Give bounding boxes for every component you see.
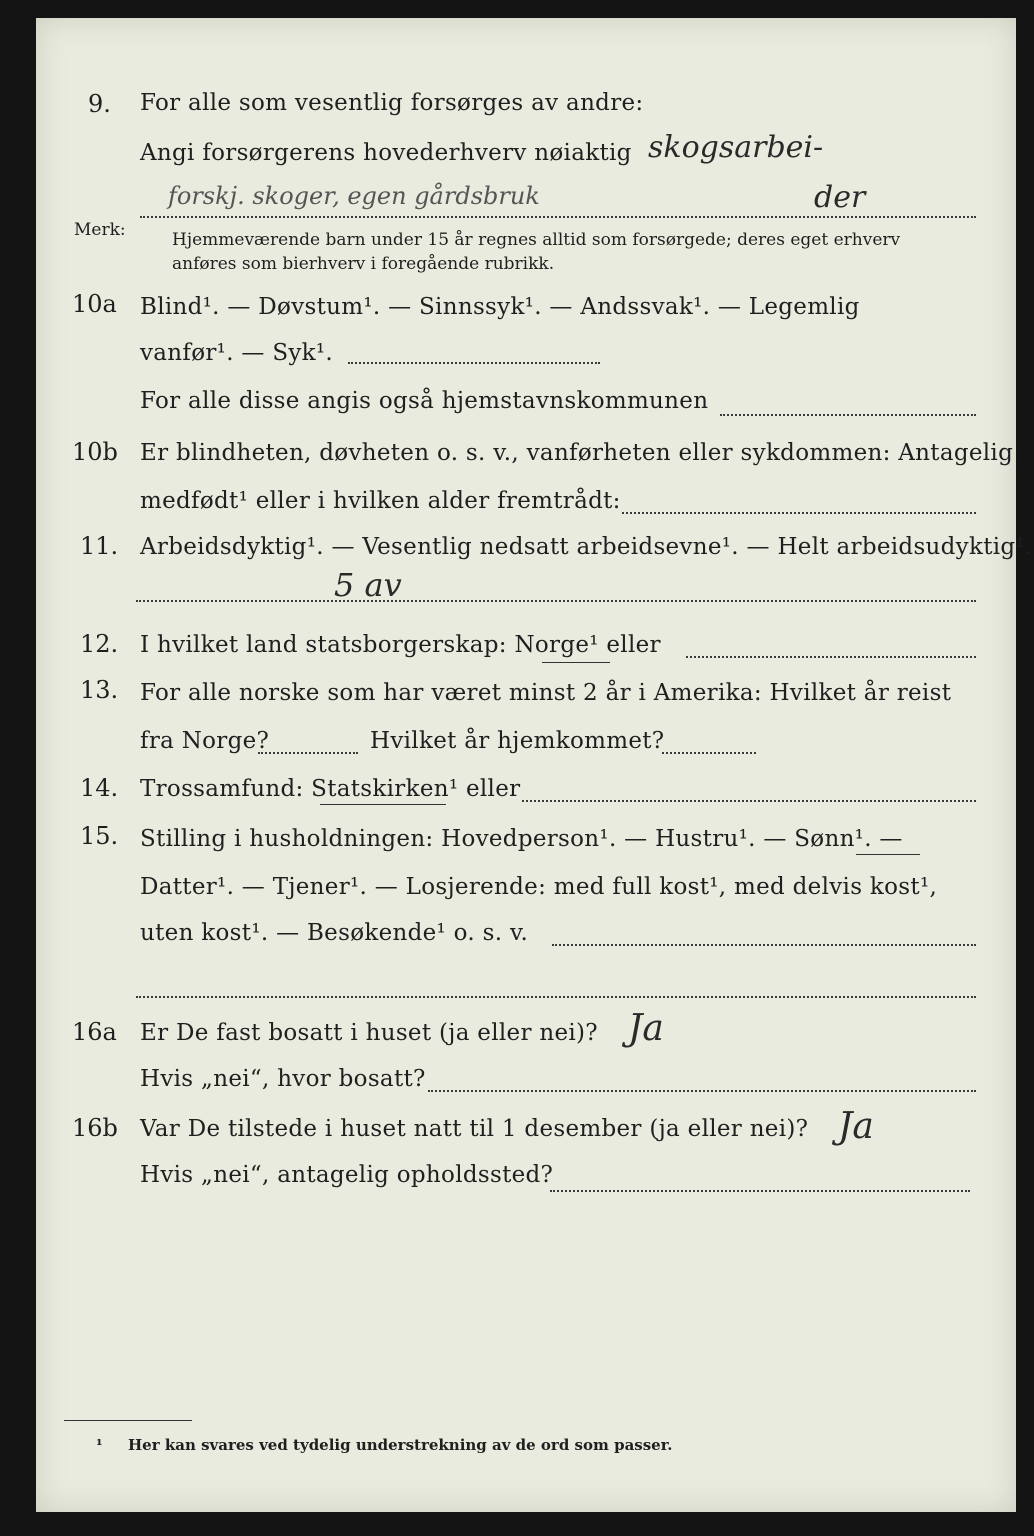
item-9-line1: For alle som vesentlig forsørges av andre: bbox=[140, 90, 644, 116]
item-16b-handwritten-answer: Ja bbox=[838, 1106, 874, 1147]
item-11-handwritten-answer: 5 av bbox=[334, 566, 402, 604]
item-15-answer-line bbox=[552, 944, 976, 946]
item-9-line2: Angi forsørgerens hovederhverv nøiaktig bbox=[140, 140, 632, 166]
note-line1: Hjemmeværende barn under 15 år regnes alltid som forsørgede; deres eget erhverv bbox=[172, 230, 901, 250]
item-16b-answer-line bbox=[550, 1190, 970, 1192]
item-16a-line1: Er De fast bosatt i huset (ja eller nei)? bbox=[140, 1020, 598, 1046]
footnote-text: Her kan svares ved tydelig understrekning av de ord som passer. bbox=[128, 1436, 673, 1454]
item-13-line2b: Hvilket år hjemkommet? bbox=[370, 728, 665, 754]
item-14-line1: Trossamfund: Statskirken¹ eller bbox=[140, 776, 521, 802]
item-10a-line2: vanfør¹. — Syk¹. bbox=[140, 340, 334, 366]
item-9-handwritten-answer-b: forskj. skoger, egen gårdsbruk bbox=[168, 182, 540, 210]
item-9-number: 9. bbox=[88, 90, 111, 118]
item-13-line1: For alle norske som har været minst 2 år i Amerika: Hvilket år reist bbox=[140, 680, 952, 706]
item-16b-line1: Var De tilstede i huset natt til 1 desember (ja eller nei)? bbox=[140, 1116, 809, 1142]
census-form-page bbox=[36, 18, 1033, 1512]
item-12-answer-line bbox=[686, 656, 976, 658]
item-16a-number: 16a bbox=[72, 1018, 117, 1046]
item-11-answer-line bbox=[136, 600, 976, 602]
item-9-handwritten-answer-a: skogsarbei- bbox=[648, 130, 824, 165]
item-10b-line1: Er blindheten, døvheten o. s. v., vanførheten eller sykdommen: Antagelig bbox=[140, 440, 1014, 466]
item-11-number: 11. bbox=[80, 532, 119, 560]
note-label: Merk: bbox=[74, 220, 126, 240]
item-16a-line2: Hvis „nei“, hvor bosatt? bbox=[140, 1066, 426, 1092]
item-9-handwritten-answer-c: der bbox=[814, 180, 866, 215]
item-14-number: 14. bbox=[80, 774, 119, 802]
item-15-line1: Stilling i husholdningen: Hovedperson¹. — Hustru¹. — Sønn¹. — bbox=[140, 826, 903, 852]
item-13-departure-line bbox=[258, 752, 358, 754]
item-15-number: 15. bbox=[80, 822, 119, 850]
norge-underline bbox=[542, 662, 610, 663]
footnote-mark: ¹ bbox=[96, 1436, 103, 1454]
statskirken-underline bbox=[320, 804, 446, 805]
item-16a-handwritten-answer: Ja bbox=[628, 1008, 664, 1049]
note-line2: anføres som bierhverv i foregående rubrikk. bbox=[172, 254, 555, 274]
item-9-answer-line bbox=[140, 216, 976, 218]
item-10b-number: 10b bbox=[72, 438, 118, 466]
item-16b-line2: Hvis „nei“, antagelig opholdssted? bbox=[140, 1162, 554, 1188]
item-10a-line1: Blind¹. — Døvstum¹. — Sinnssyk¹. — Andssvak¹. — Legemlig bbox=[140, 294, 860, 320]
item-15-line3: uten kost¹. — Besøkende¹ o. s. v. bbox=[140, 920, 529, 946]
item-15-line2: Datter¹. — Tjener¹. — Losjerende: med full kost¹, med delvis kost¹, bbox=[140, 874, 938, 900]
item-10b-answer-line bbox=[622, 512, 976, 514]
item-13-line2a: fra Norge? bbox=[140, 728, 270, 754]
item-12-number: 12. bbox=[80, 630, 119, 658]
item-14-answer-line bbox=[522, 800, 976, 802]
item-16b-number: 16b bbox=[72, 1114, 118, 1142]
item-13-return-line bbox=[662, 752, 756, 754]
item-10a-number: 10a bbox=[72, 290, 117, 318]
sonn-underline bbox=[856, 854, 920, 855]
item-16a-answer-line bbox=[428, 1090, 976, 1092]
footnote-rule bbox=[64, 1420, 192, 1421]
item-10a-line3: For alle disse angis også hjemstavnskommunen bbox=[140, 388, 709, 414]
item-13-number: 13. bbox=[80, 676, 119, 704]
item-10a-hometown-line bbox=[720, 414, 976, 416]
item-11-line1: Arbeidsdyktig¹. — Vesentlig nedsatt arbeidsevne¹. — Helt arbeidsudyktig¹. bbox=[140, 534, 1033, 560]
item-10b-line2: medfødt¹ eller i hvilken alder fremtrådt: bbox=[140, 488, 621, 514]
item-10a-answer-line bbox=[348, 362, 600, 364]
item-15-extra-line bbox=[136, 996, 976, 998]
item-12-line1: I hvilket land statsborgerskap: Norge¹ eller bbox=[140, 632, 661, 658]
